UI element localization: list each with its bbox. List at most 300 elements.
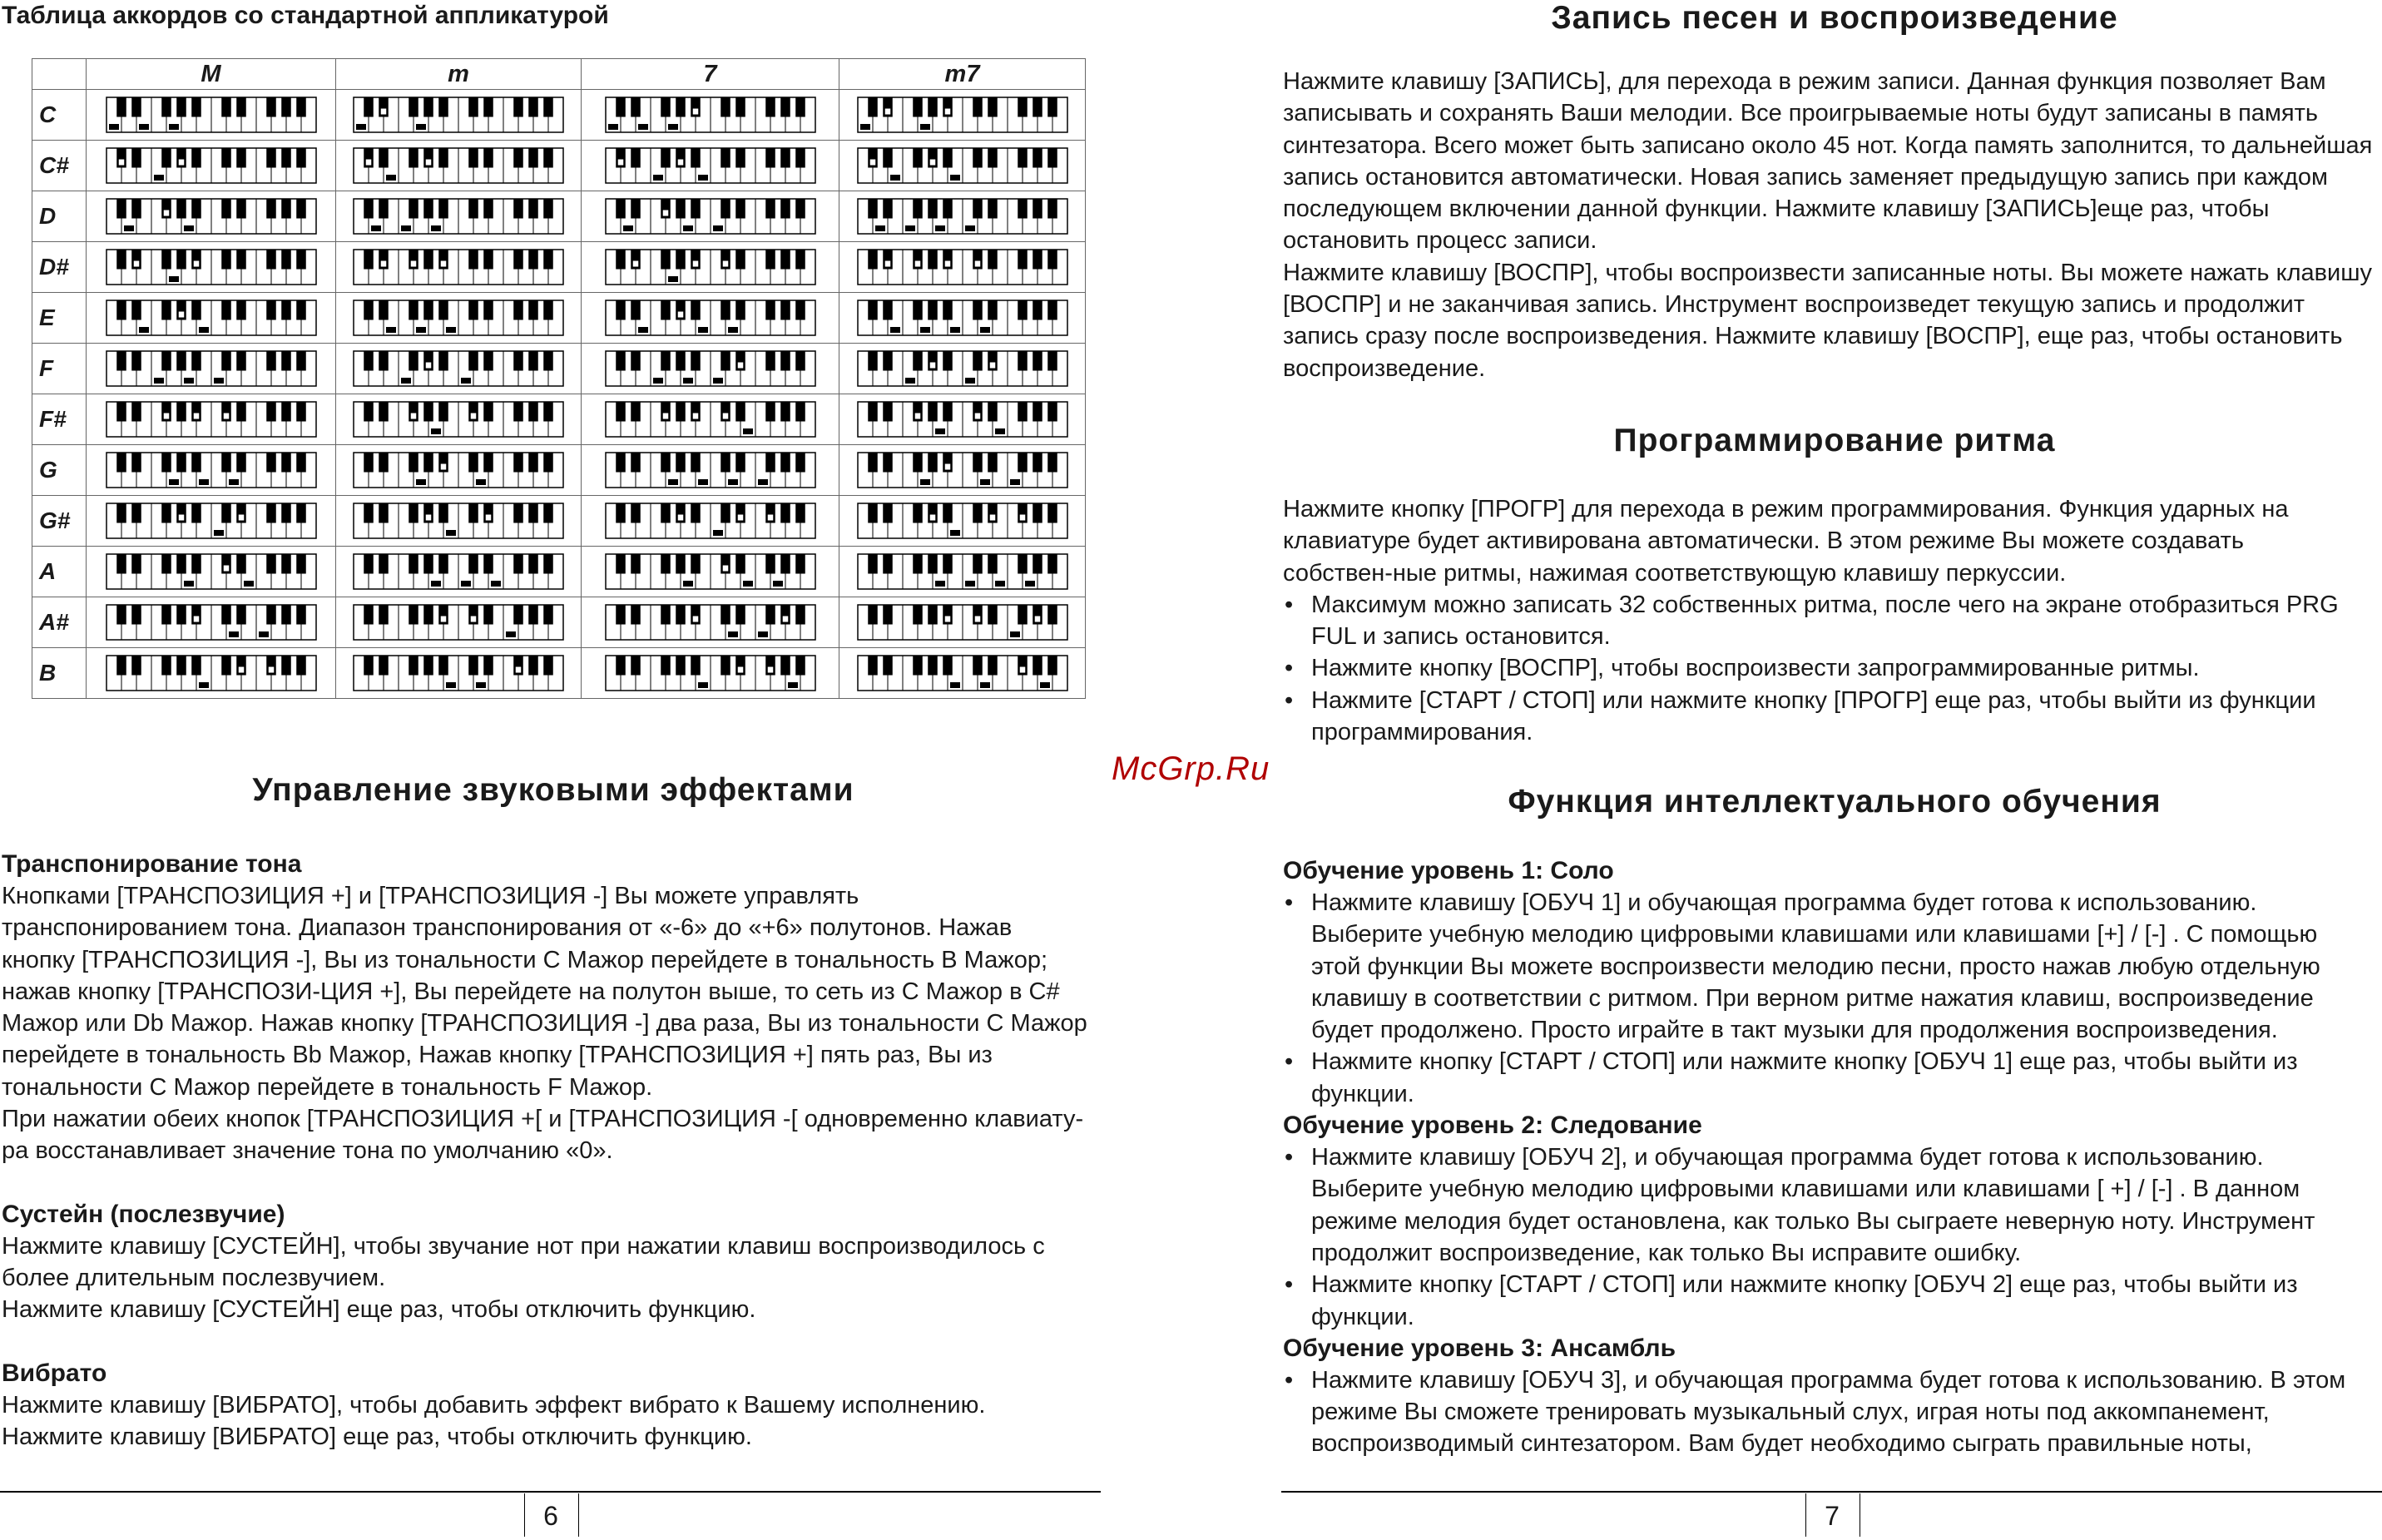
black-key <box>161 351 171 371</box>
black-key <box>661 351 671 371</box>
chord-keyboard <box>857 300 1068 336</box>
black-key <box>631 656 641 676</box>
pressed-white-key-marker <box>920 327 930 333</box>
pressed-black-key-marker <box>692 413 698 419</box>
black-key <box>1033 300 1042 320</box>
chord-cell <box>87 344 336 394</box>
chord-cell <box>839 597 1086 648</box>
pressed-white-key-marker <box>965 378 975 384</box>
pressed-black-key-marker <box>737 667 743 673</box>
pressed-white-key-marker <box>154 175 164 181</box>
black-key <box>116 300 126 320</box>
black-key <box>281 351 291 371</box>
black-key <box>780 250 790 270</box>
black-key <box>438 148 448 168</box>
black-key <box>236 351 246 371</box>
black-key <box>483 402 493 422</box>
black-key <box>423 554 433 574</box>
pressed-white-key-marker <box>698 479 708 485</box>
pressed-white-key-marker <box>608 124 618 130</box>
chord-keyboard <box>605 553 816 590</box>
black-key <box>765 97 775 117</box>
rhythm-bullet: • Максимум можно записать 32 собственных ритма, после чего на экране отобразиться PRG FUL и запись остановится. <box>1283 589 2356 653</box>
chord-cell <box>87 394 336 445</box>
black-key <box>364 402 374 422</box>
chord-keyboard <box>353 401 564 438</box>
black-key <box>131 300 141 320</box>
chord-col-header: m <box>336 59 582 90</box>
black-key <box>928 605 938 625</box>
pressed-black-key-marker <box>944 109 950 115</box>
black-key <box>1018 554 1028 574</box>
black-key <box>364 300 374 320</box>
pressed-white-key-marker <box>446 682 456 688</box>
black-key <box>721 605 730 625</box>
black-key <box>913 300 923 320</box>
black-key <box>191 300 201 320</box>
pressed-white-key-marker <box>950 682 960 688</box>
black-key <box>661 503 671 523</box>
pressed-black-key-marker <box>163 413 169 419</box>
black-key <box>266 402 276 422</box>
pressed-white-key-marker <box>920 479 930 485</box>
pressed-white-key-marker <box>875 225 885 231</box>
pressed-white-key-marker <box>506 631 516 637</box>
black-key <box>266 148 276 168</box>
black-key <box>236 402 246 422</box>
black-key <box>868 250 878 270</box>
pressed-white-key-marker <box>416 124 426 130</box>
black-key <box>735 453 745 473</box>
pressed-white-key-marker <box>1010 631 1020 637</box>
black-key <box>1033 656 1042 676</box>
chord-row-label: B <box>32 648 87 699</box>
black-key <box>943 402 953 422</box>
pressed-black-key-marker <box>929 363 935 369</box>
black-key <box>988 605 998 625</box>
black-key <box>735 250 745 270</box>
black-key <box>543 250 553 270</box>
black-key <box>468 453 478 473</box>
pressed-white-key-marker <box>199 479 209 485</box>
black-key <box>131 97 141 117</box>
pressed-white-key-marker <box>169 479 179 485</box>
learning-bullet-list <box>1283 887 2356 1110</box>
black-key <box>281 148 291 168</box>
black-key <box>468 148 478 168</box>
black-key <box>676 453 686 473</box>
chord-keyboard <box>353 249 564 285</box>
black-key <box>543 148 553 168</box>
black-key <box>795 300 805 320</box>
black-key <box>795 605 805 625</box>
black-key <box>631 605 641 625</box>
black-key <box>1018 453 1028 473</box>
pressed-white-key-marker <box>965 225 975 231</box>
pressed-black-key-marker <box>944 464 950 470</box>
black-key <box>765 453 775 473</box>
black-key <box>116 199 126 219</box>
black-key <box>176 250 186 270</box>
black-key <box>468 554 478 574</box>
pressed-white-key-marker <box>184 378 194 384</box>
chord-cell <box>839 496 1086 547</box>
black-key <box>1033 199 1042 219</box>
black-key <box>528 351 538 371</box>
black-key <box>483 199 493 219</box>
pressed-white-key-marker <box>1010 479 1020 485</box>
black-key <box>281 97 291 117</box>
black-key <box>221 605 231 625</box>
record-paragraph: Нажмите клавишу [ЗАПИСЬ], для перехода в режим записи. Данная функция позволяет Вам записывать и сохранять Ваши мелодии. Все проигрываемые ноты будут записаны в память синтезатора. Всего может быть записано около 45 нот. Когда память заполнится, то дальнейшая запись остановится автоматически. Новая запись заменяет предыдущую запись при каждом последующем включении данной функции. Нажмите клавишу [ЗАПИСЬ]еще раз, чтобы остановить процесс записи. <box>1283 68 2373 255</box>
black-key <box>883 300 893 320</box>
black-key <box>913 97 923 117</box>
black-key <box>161 503 171 523</box>
pressed-black-key-marker <box>471 413 477 419</box>
black-key <box>868 97 878 117</box>
pressed-white-key-marker <box>758 479 768 485</box>
pressed-white-key-marker <box>698 327 708 333</box>
sustain-section <box>2 1199 1092 1326</box>
chord-cell <box>336 597 582 648</box>
chord-keyboard <box>353 198 564 235</box>
black-key <box>631 199 641 219</box>
black-key <box>676 250 686 270</box>
black-key <box>266 199 276 219</box>
chord-row-label: F# <box>32 394 87 445</box>
pressed-white-key-marker <box>773 581 783 587</box>
chord-row-label: C# <box>32 141 87 191</box>
black-key <box>735 402 745 422</box>
black-key <box>131 656 141 676</box>
sound-effects-content <box>2 849 1092 1453</box>
black-key <box>528 199 538 219</box>
chord-row <box>32 242 1086 293</box>
chord-table-corner <box>32 59 87 90</box>
black-key <box>988 250 998 270</box>
black-key <box>988 402 998 422</box>
chord-cell <box>839 394 1086 445</box>
pressed-white-key-marker <box>653 175 663 181</box>
learning-bullet: • Нажмите клавишу [ОБУЧ 1] и обучающая программа будет готова к использованию. Выберите учебную мелодию цифровыми клавишами или клавишами [+] / [-] . С помощью этой функции Вы можете воспроизвести мелодию песни, просто нажав любую отдельную клавишу в соответствии с ритмом. При верном ритме нажатия клавиш, воспроизведение будет продолжено. Просто играйте в такт музыки для продолжения воспроизведения. <box>1283 887 2356 1046</box>
chord-keyboard <box>857 452 1068 488</box>
chord-row <box>32 293 1086 344</box>
black-key <box>543 351 553 371</box>
black-key <box>513 199 523 219</box>
chord-row <box>32 648 1086 699</box>
chord-row-label: G# <box>32 496 87 547</box>
black-key <box>913 199 923 219</box>
pressed-black-key-marker <box>193 413 199 419</box>
black-key <box>266 453 276 473</box>
black-key <box>1033 503 1042 523</box>
sustain-paragraph: Нажмите клавишу [СУСТЕЙН] еще раз, чтобы отключить функцию. <box>2 1296 756 1324</box>
pressed-black-key-marker <box>118 160 124 166</box>
pressed-white-key-marker <box>950 175 960 181</box>
black-key <box>780 351 790 371</box>
black-key <box>988 199 998 219</box>
pressed-white-key-marker <box>229 631 239 637</box>
black-key <box>161 453 171 473</box>
chord-cell <box>336 344 582 394</box>
black-key <box>379 605 389 625</box>
pressed-black-key-marker <box>722 566 728 572</box>
black-key <box>161 250 171 270</box>
black-key <box>780 148 790 168</box>
black-key <box>483 351 493 371</box>
black-key <box>161 605 171 625</box>
black-key <box>513 605 523 625</box>
black-key <box>1033 554 1042 574</box>
vibrato-paragraph: Нажмите клавишу [ВИБРАТО] еще раз, чтобы отключить функцию. <box>2 1423 752 1450</box>
black-key <box>676 656 686 676</box>
black-key <box>266 605 276 625</box>
pressed-black-key-marker <box>929 160 935 166</box>
chord-keyboard <box>605 147 816 184</box>
chord-row <box>32 547 1086 597</box>
chord-keyboard <box>353 655 564 691</box>
black-key <box>676 97 686 117</box>
pressed-black-key-marker <box>133 261 139 267</box>
black-key <box>528 402 538 422</box>
black-key <box>266 351 276 371</box>
chord-keyboard <box>106 604 317 641</box>
section-title-record: Запись песен и воспроизведение <box>1551 0 2118 36</box>
black-key <box>868 605 878 625</box>
pressed-black-key-marker <box>223 413 229 419</box>
black-key <box>468 351 478 371</box>
chord-cell <box>87 90 336 141</box>
black-key <box>468 250 478 270</box>
black-key <box>364 351 374 371</box>
black-key <box>296 402 306 422</box>
pressed-black-key-marker <box>426 515 432 521</box>
black-key <box>1047 554 1057 574</box>
black-key <box>1033 250 1042 270</box>
black-key <box>131 605 141 625</box>
black-key <box>868 554 878 574</box>
black-key <box>161 554 171 574</box>
black-key <box>928 300 938 320</box>
pressed-black-key-marker <box>632 261 638 267</box>
chord-table-title: Таблица аккордов со стандартной аппликатурой <box>2 2 609 29</box>
chord-keyboard <box>605 655 816 691</box>
pressed-black-key-marker <box>677 160 683 166</box>
black-key <box>379 453 389 473</box>
black-key <box>913 656 923 676</box>
chord-row <box>32 191 1086 242</box>
pressed-white-key-marker <box>199 682 209 688</box>
black-key <box>379 148 389 168</box>
black-key <box>973 554 983 574</box>
chord-cell <box>87 141 336 191</box>
chord-cell <box>336 90 582 141</box>
pressed-white-key-marker <box>356 124 366 130</box>
pressed-white-key-marker <box>214 378 224 384</box>
black-key <box>1033 351 1042 371</box>
chord-cell <box>87 648 336 699</box>
chord-cell <box>839 344 1086 394</box>
black-key <box>176 402 186 422</box>
black-key <box>691 351 701 371</box>
black-key <box>116 503 126 523</box>
pressed-white-key-marker <box>728 631 738 637</box>
black-key <box>379 503 389 523</box>
black-key <box>616 250 626 270</box>
black-key <box>528 503 538 523</box>
pressed-black-key-marker <box>869 160 875 166</box>
black-key <box>1047 351 1057 371</box>
chord-cell <box>839 293 1086 344</box>
chord-cell <box>336 191 582 242</box>
black-key <box>409 351 418 371</box>
vibrato-section <box>2 1358 1092 1453</box>
chord-cell <box>839 90 1086 141</box>
chord-keyboard <box>857 147 1068 184</box>
pressed-white-key-marker <box>169 124 179 130</box>
black-key <box>513 300 523 320</box>
black-key <box>735 554 745 574</box>
black-key <box>236 97 246 117</box>
black-key <box>438 402 448 422</box>
footer-rule <box>1281 1491 2382 1493</box>
pressed-black-key-marker <box>884 109 890 115</box>
black-key <box>765 605 775 625</box>
black-key <box>691 554 701 574</box>
black-key <box>191 656 201 676</box>
black-key <box>513 148 523 168</box>
pressed-white-key-marker <box>169 276 179 282</box>
black-key <box>438 97 448 117</box>
black-key <box>364 453 374 473</box>
section-title-sound-effects: Управление звуковыми эффектами <box>252 772 854 808</box>
pressed-white-key-marker <box>259 631 269 637</box>
black-key <box>795 97 805 117</box>
pressed-white-key-marker <box>668 479 678 485</box>
black-key <box>116 554 126 574</box>
black-key <box>943 199 953 219</box>
pressed-black-key-marker <box>974 261 980 267</box>
chord-keyboard <box>106 249 317 285</box>
black-key <box>513 554 523 574</box>
black-key <box>483 97 493 117</box>
black-key <box>676 351 686 371</box>
chord-cell <box>582 293 839 344</box>
black-key <box>721 503 730 523</box>
left-page <box>0 0 1107 1540</box>
black-key <box>868 402 878 422</box>
chord-cell <box>582 547 839 597</box>
chord-cell <box>582 141 839 191</box>
black-key <box>883 503 893 523</box>
black-key <box>176 97 186 117</box>
black-key <box>236 453 246 473</box>
black-key <box>1047 97 1057 117</box>
black-key <box>221 148 231 168</box>
chord-keyboard <box>857 553 1068 590</box>
black-key <box>296 605 306 625</box>
black-key <box>735 300 745 320</box>
black-key <box>765 300 775 320</box>
chord-keyboard <box>353 452 564 488</box>
pressed-white-key-marker <box>184 581 194 587</box>
black-key <box>913 554 923 574</box>
black-key <box>1047 503 1057 523</box>
black-key <box>161 656 171 676</box>
sustain-heading: Сустейн (послезвучие) <box>2 1200 285 1228</box>
black-key <box>176 351 186 371</box>
black-key <box>721 656 730 676</box>
black-key <box>928 402 938 422</box>
chord-cell <box>336 293 582 344</box>
black-key <box>221 656 231 676</box>
pressed-black-key-marker <box>692 616 698 622</box>
black-key <box>795 250 805 270</box>
black-key <box>116 656 126 676</box>
chord-row-label: D <box>32 191 87 242</box>
chord-cell <box>336 648 582 699</box>
black-key <box>780 97 790 117</box>
chord-keyboard <box>106 401 317 438</box>
black-key <box>973 453 983 473</box>
pressed-white-key-marker <box>139 124 149 130</box>
black-key <box>1047 605 1057 625</box>
black-key <box>661 148 671 168</box>
black-key <box>409 199 418 219</box>
pressed-black-key-marker <box>486 515 492 521</box>
black-key <box>409 605 418 625</box>
pressed-white-key-marker <box>214 530 224 536</box>
black-key <box>176 554 186 574</box>
pressed-white-key-marker <box>1025 581 1035 587</box>
black-key <box>379 656 389 676</box>
pressed-black-key-marker <box>737 515 743 521</box>
black-key <box>116 605 126 625</box>
learning-bullet: • Нажмите клавишу [ОБУЧ 3], и обучающая программа будет готова к использованию. В этом режиме Вы сможете тренировать музыкальный слух, играя ноты под аккомпанемент, воспроизводимый синтезатором. Вам будет необходимо сыграть правильные ноты, <box>1283 1364 2356 1460</box>
pressed-white-key-marker <box>683 225 693 231</box>
black-key <box>528 554 538 574</box>
chord-keyboard <box>353 503 564 539</box>
pressed-black-key-marker <box>692 109 698 115</box>
pressed-white-key-marker <box>229 479 239 485</box>
pressed-black-key-marker <box>238 667 244 673</box>
rhythm-bullet-list <box>1283 589 2356 748</box>
chord-cell <box>839 141 1086 191</box>
black-key <box>765 148 775 168</box>
learning-level-heading: Обучение уровень 1: Соло <box>1283 857 1614 884</box>
black-key <box>988 148 998 168</box>
black-key <box>513 453 523 473</box>
chord-cell <box>839 242 1086 293</box>
pressed-white-key-marker <box>638 124 648 130</box>
pressed-black-key-marker <box>767 515 773 521</box>
chord-keyboard <box>106 655 317 691</box>
black-key <box>364 605 374 625</box>
black-key <box>468 656 478 676</box>
black-key <box>438 656 448 676</box>
pressed-white-key-marker <box>401 378 411 384</box>
pressed-black-key-marker <box>914 413 920 419</box>
chord-cell <box>336 141 582 191</box>
pressed-white-key-marker <box>995 581 1005 587</box>
pressed-white-key-marker <box>980 327 990 333</box>
pressed-white-key-marker <box>698 682 708 688</box>
black-key <box>423 605 433 625</box>
section-title-rhythm: Программирование ритма <box>1613 423 2056 458</box>
pressed-white-key-marker <box>713 378 723 384</box>
black-key <box>116 453 126 473</box>
chord-keyboard <box>857 503 1068 539</box>
